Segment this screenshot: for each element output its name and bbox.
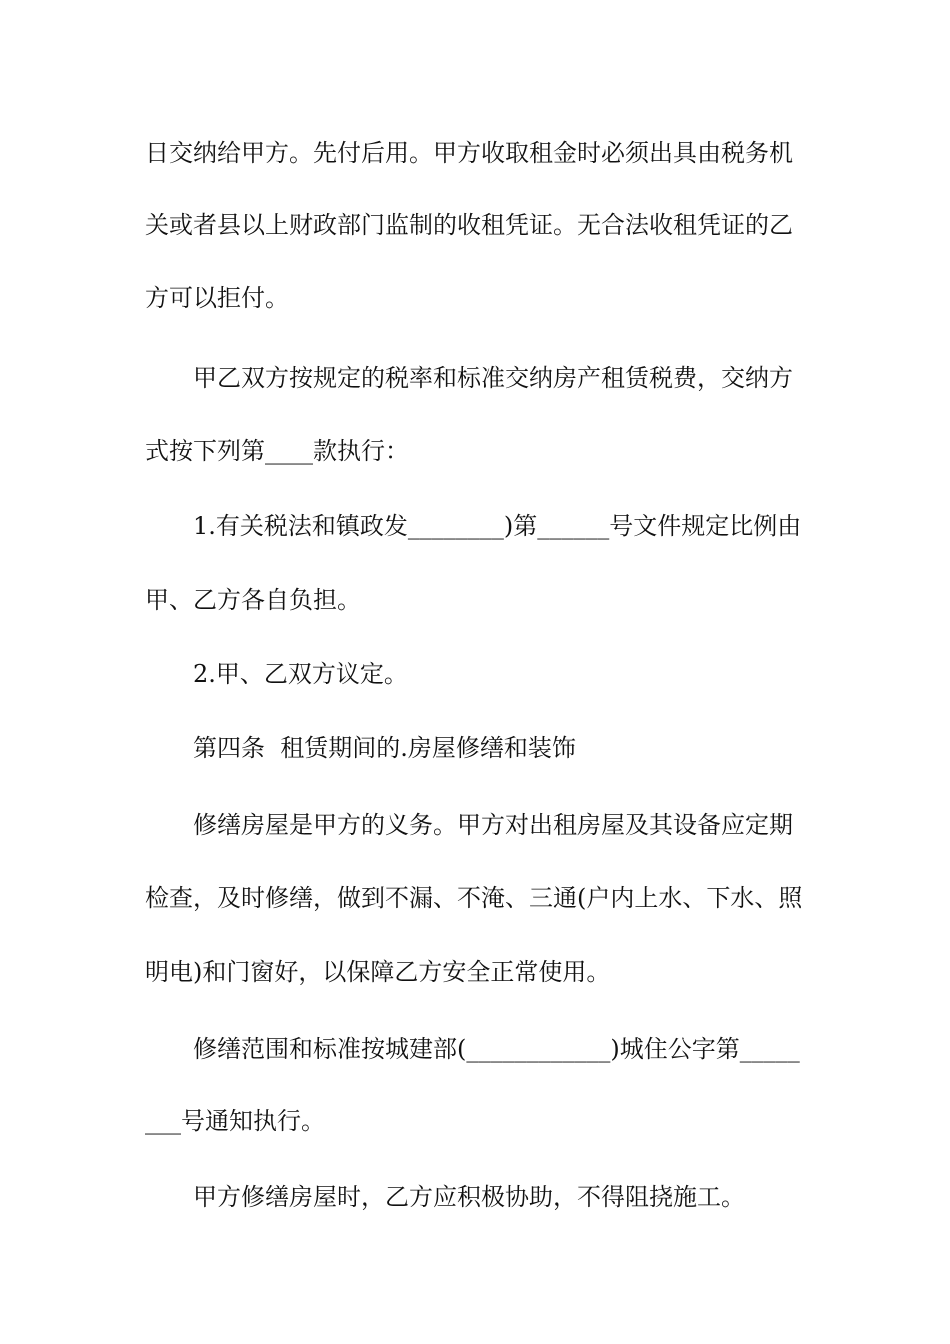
text-line: 方可以拒付。 bbox=[145, 284, 289, 312]
text-line: 1.有关税法和镇政发________)第______号文件规定比例由 bbox=[193, 512, 802, 540]
text-line: 关或者县以上财政部门监制的收租凭证。无合法收租凭证的乙 bbox=[145, 211, 793, 239]
section-heading: 第四条 租赁期间的.房屋修缮和装饰 bbox=[193, 734, 576, 762]
text-line: ___号通知执行。 bbox=[145, 1107, 325, 1135]
text-line: 甲、乙方各自负担。 bbox=[145, 586, 361, 614]
text-line: 甲乙双方按规定的税率和标准交纳房产租赁税费，交纳方 bbox=[193, 364, 793, 392]
text-line: 2.甲、乙双方议定。 bbox=[193, 660, 408, 688]
text-line: 检查，及时修缮，做到不漏、不淹、三通(户内上水、下水、照 bbox=[145, 884, 803, 912]
text-line: 修缮房屋是甲方的义务。甲方对出租房屋及其设备应定期 bbox=[193, 811, 793, 839]
text-line: 甲方修缮房屋时，乙方应积极协助，不得阻挠施工。 bbox=[193, 1183, 745, 1211]
text-line: 日交纳给甲方。先付后用。甲方收取租金时必须出具由税务机 bbox=[145, 139, 793, 167]
text-line: 明电)和门窗好，以保障乙方安全正常使用。 bbox=[145, 958, 611, 986]
text-line: 修缮范围和标准按城建部(____________)城住公字第_____ bbox=[193, 1035, 800, 1063]
text-line: 式按下列第____款执行： bbox=[145, 437, 409, 465]
